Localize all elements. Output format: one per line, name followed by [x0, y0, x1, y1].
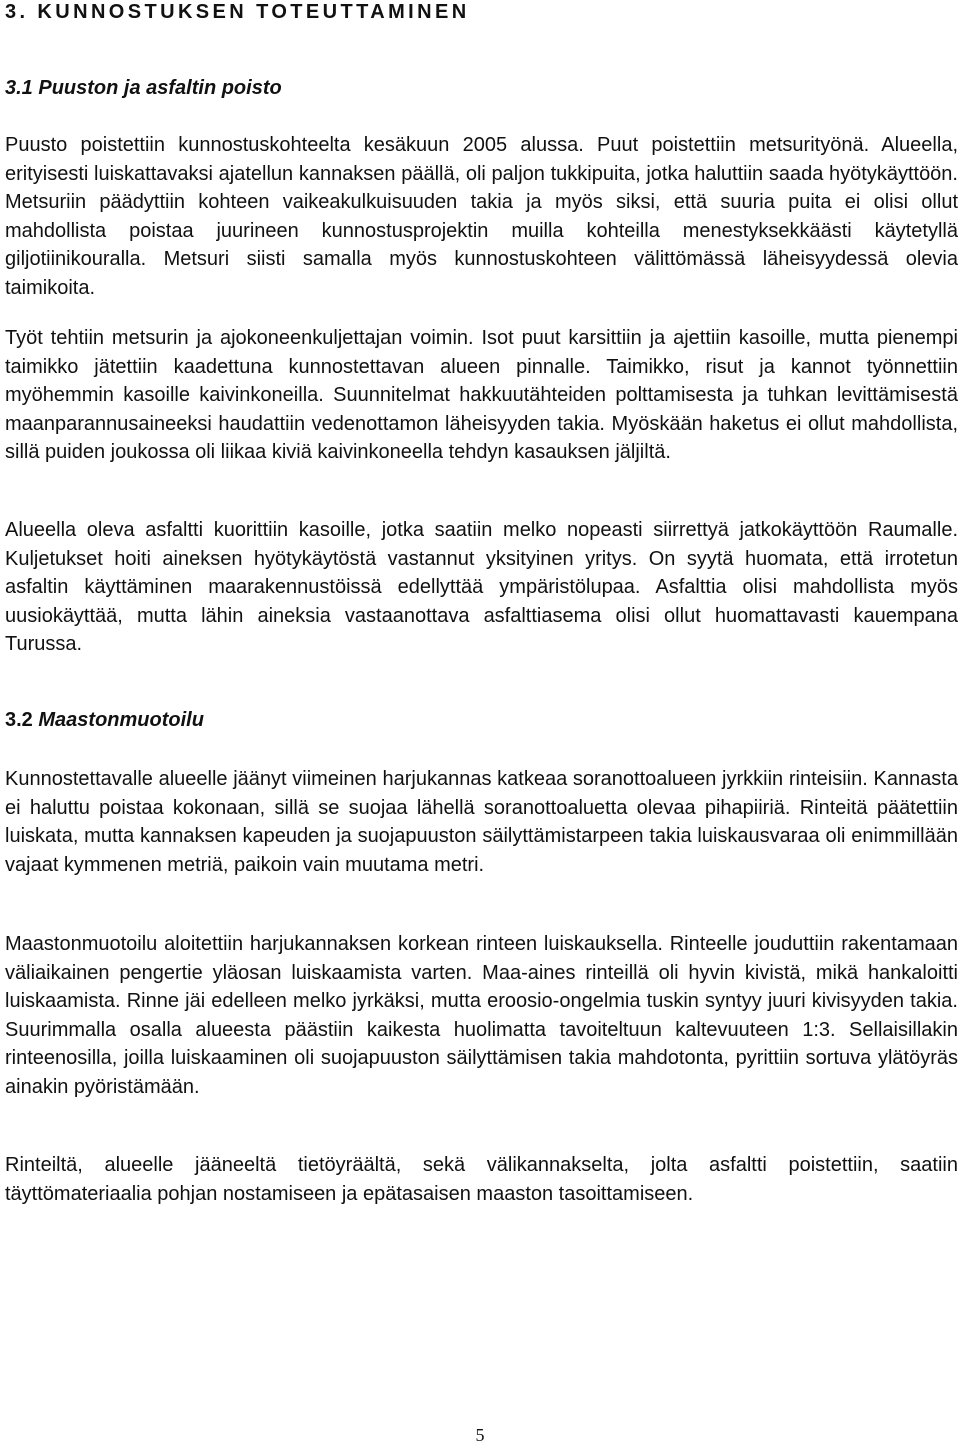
paragraph: Alueella oleva asfaltti kuorittiin kasoille, jotka saatiin melko nopeasti siirrettyä jatkokäyttöön Raumalle. Kuljetukset hoiti aineksen hyötykäytöstä vastannut yksityinen yritys. On syytä huomata, että irrotetun asfaltin käyttäminen maarakennustöissä edellyttää ympäristölupaa. Asfalttia olisi mahdollista myös uusiokäyttää, mutta lähin aineksia vastaanottava asfalttiasema olisi ollut huomattavasti kauempana Turussa. — [5, 519, 958, 655]
paragraph: Työt tehtiin metsurin ja ajokoneenkuljettajan voimin. Isot puut karsittiin ja ajettiin kasoille, mutta pienempi taimikko jätettiin kaadettuna kunnostettavan alueen pinnalle. Taimikko, risut ja kannot työnnettiin myöhemmin kasoille kaivinkoneilla. Suunnitelmat hakkuutähteiden polttamisesta ja tuhkan levittämisestä maanparannusaineeksi haudattiin vedenottamon läheisyyden takia. Myöskään haketus ei ollut mahdollista, sillä puiden joukossa oli liikaa kiviä kaivinkoneella tehdyn kasauksen jäljiltä. — [5, 327, 958, 463]
page-number: 5 — [475, 1425, 485, 1445]
paragraph: Kunnostettavalle alueelle jäänyt viimeinen harjukannas katkeaa soranottoalueen jyrkkiin rinteisiin. Kannasta ei haluttu poistaa kokonaan, sillä se suojaa lähellä soranottoaluetta olevaa pihapiiriä. Rinteitä päätettiin luiskata, mutta kannaksen kapeuden ja suojapuuston säilyttämistarpeen takia luiskausvaraa oli enimmillään vajaat kymmenen metriä, paikoin vain muutama metri. — [5, 768, 958, 876]
section-number: 3.2 — [5, 709, 33, 731]
section-title-3-1: 3.1 Puuston ja asfaltin poisto — [5, 77, 282, 99]
paragraph: Rinteiltä, alueelle jääneeltä tietöyräältä, sekä välikannakselta, jolta asfaltti poistettiin, saatiin täyttömateriaalia pohjan nostamiseen ja epätasaisen maaston tasoittamiseen. — [5, 1154, 958, 1205]
paragraph: Maastonmuotoilu aloitettiin harjukannaksen korkean rinteen luiskauksella. Rinteelle jouduttiin rakentamaan väliaikainen pengertie yläosan luiskaamista varten. Maa-aines rinteillä oli hyvin kivistä, mikä hankaloitti luiskaamista. Rinne jäi edelleen melko jyrkäksi, mutta eroosio-ongelmia tuskin syntyy juuri kivisyyden takia. Suurimmalla osalla alueesta päästiin kaikesta huolimatta tavoiteltuun kaltevuuteen 1:3. Sellaisillakin rinteenosilla, joilla luiskaaminen oli suojapuuston säilyttämisen takia mahdotonta, pyrittiin sortuva ylätöyräs ainakin pyöristämään. — [5, 933, 958, 1098]
paragraph: Puusto poistettiin kunnostuskohteelta kesäkuun 2005 alussa. Puut poistettiin metsurityönä. Alueella, erityisesti luiskattavaksi ajatellun kannaksen päällä, oli paljon tukkipuita, jotka haluttiin saada hyötykäyttöön. Metsuriin päädyttiin kohteen vaikeakulkuisuuden takia ja myös siksi, että suuria puita ei olisi ollut mahdollista poistaa juurineen kunnostusprojektin muilla kohteilla menestyksekkäästi käytetyllä giljotiinikouralla. Metsuri siisti samalla myös kunnostuskohteen välittömässä läheisyydessä olevia taimikoita. — [5, 134, 958, 299]
section-title-text: Maastonmuotoilu — [38, 709, 204, 731]
section-title-3-2 — [5, 708, 204, 732]
chapter-title: 3. KUNNOSTUKSEN TOTEUTTAMINEN — [5, 1, 470, 23]
